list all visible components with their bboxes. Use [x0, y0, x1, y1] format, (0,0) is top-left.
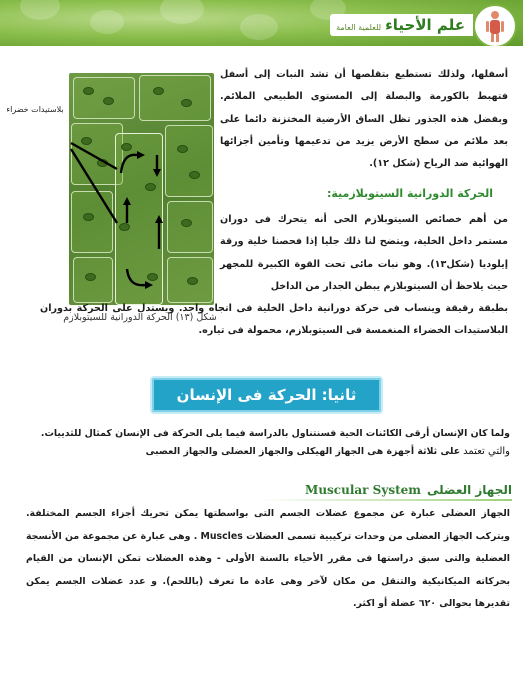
figure-caption: شكل (١٣) الحركة الدورانية للسيتوبلازم [63, 312, 217, 323]
header-banner [0, 0, 523, 46]
leaf-decoration [20, 0, 60, 20]
paragraph-cytoplasm-continued: بطبقة رقيقة وينساب فى حركة دورانية داخل الخلية فى اتجاه واحد. ويستدل على الحركة بدوران البلاستيدات الخضراء المنغمسة فى السيتوبلازم، محمولة فى تياره. [40, 303, 508, 337]
cytoplasm-flow-arrows [69, 73, 214, 305]
paragraph-systems [114, 444, 510, 460]
systems-text: على ثلاثة أجهزة هى الجهاز الهيكلى والجهاز العضلى والجهاز العصبى [145, 446, 461, 457]
paragraph-cytoplasm: من أهم خصائص السيتوبلازم الحى أنه يتحرك فى دوران مستمر داخل الخلية، ويتضح لنا ذلك جليا إذا فحصنا خلية ورقة إيلوديا (شكل١٣). وهو نبات مائى تحت القوة الكبيرة للمجهر حيث يلاحظ أن السيتوبلازم يبطن الجدار من الداخل [220, 214, 508, 292]
section-banner-text: ثانيا: الحركة فى الإنسان [176, 386, 357, 404]
chloroplast-label: بلاستيدات خضراء [6, 105, 64, 114]
paragraph-muscular-system: الجهاز العضلى عبارة عن مجموع عضلات الجسم التى بواسطتها يمكن تحريك أجزاء الجسم المختلفة. ويتركب الجهاز العضلى من وحدات تركيبية تسمى العضلات Muscles . وهى عبارة عن مجموعة من الأنسجة العضلية والتى سبق دراستها فى مقرر الأحياء بالسنة الأولى - وهذه العضلات تمكن الإنسان من القيام بحركاته الميكانيكية والتنقل من مكان لآخر وهى عادة ما تعرف (باللحم). و عدد عضلات الجسم يمكن تقديرها بحوالى ٦٢٠ عضلة أو اكثر. [26, 508, 510, 609]
leaf-decoration [90, 10, 124, 34]
leaf-decoration [160, 0, 204, 24]
human-anatomy-icon [473, 4, 517, 46]
leaf-decoration [240, 14, 278, 40]
section-heading-cytoplasm: الحركة الدورانية السيتوبلازمية: [326, 187, 493, 200]
book-title-sub: للعلمية العامة [336, 23, 382, 32]
paragraph-roots: أسفلها، ولذلك تستطيع بتقلصها أن تشد النبات إلى أسفل فتهبط بالكورمة والبصلة إلى المستوى الطبيعي الملائم. وبفضل هذه الجذور تظل الساق الأرضية المختزنة دائما على بعد ملائم من سطح الأرض يزيد من تدعيمها وتأمين أجزائها الهوائية ضد الرياح (شكل ١٢). [220, 69, 508, 170]
elodea-cell-micrograph [69, 73, 214, 305]
heading-arabic: الجهاز العضلى [426, 483, 512, 497]
book-title-main: علم الأحياء [385, 16, 465, 34]
paragraph-human-movement: ولما كان الإنسان أرقى الكائنات الحية فسنتناول بالدراسة فيما يلى الحركة فى الإنسان كمثال للثدييات. [40, 428, 510, 439]
book-title [330, 14, 473, 36]
section-banner [152, 378, 381, 412]
heading-underline [258, 499, 512, 501]
inserted-text: والتي تعتمد [463, 446, 510, 457]
heading-english: Muscular System [305, 483, 421, 497]
